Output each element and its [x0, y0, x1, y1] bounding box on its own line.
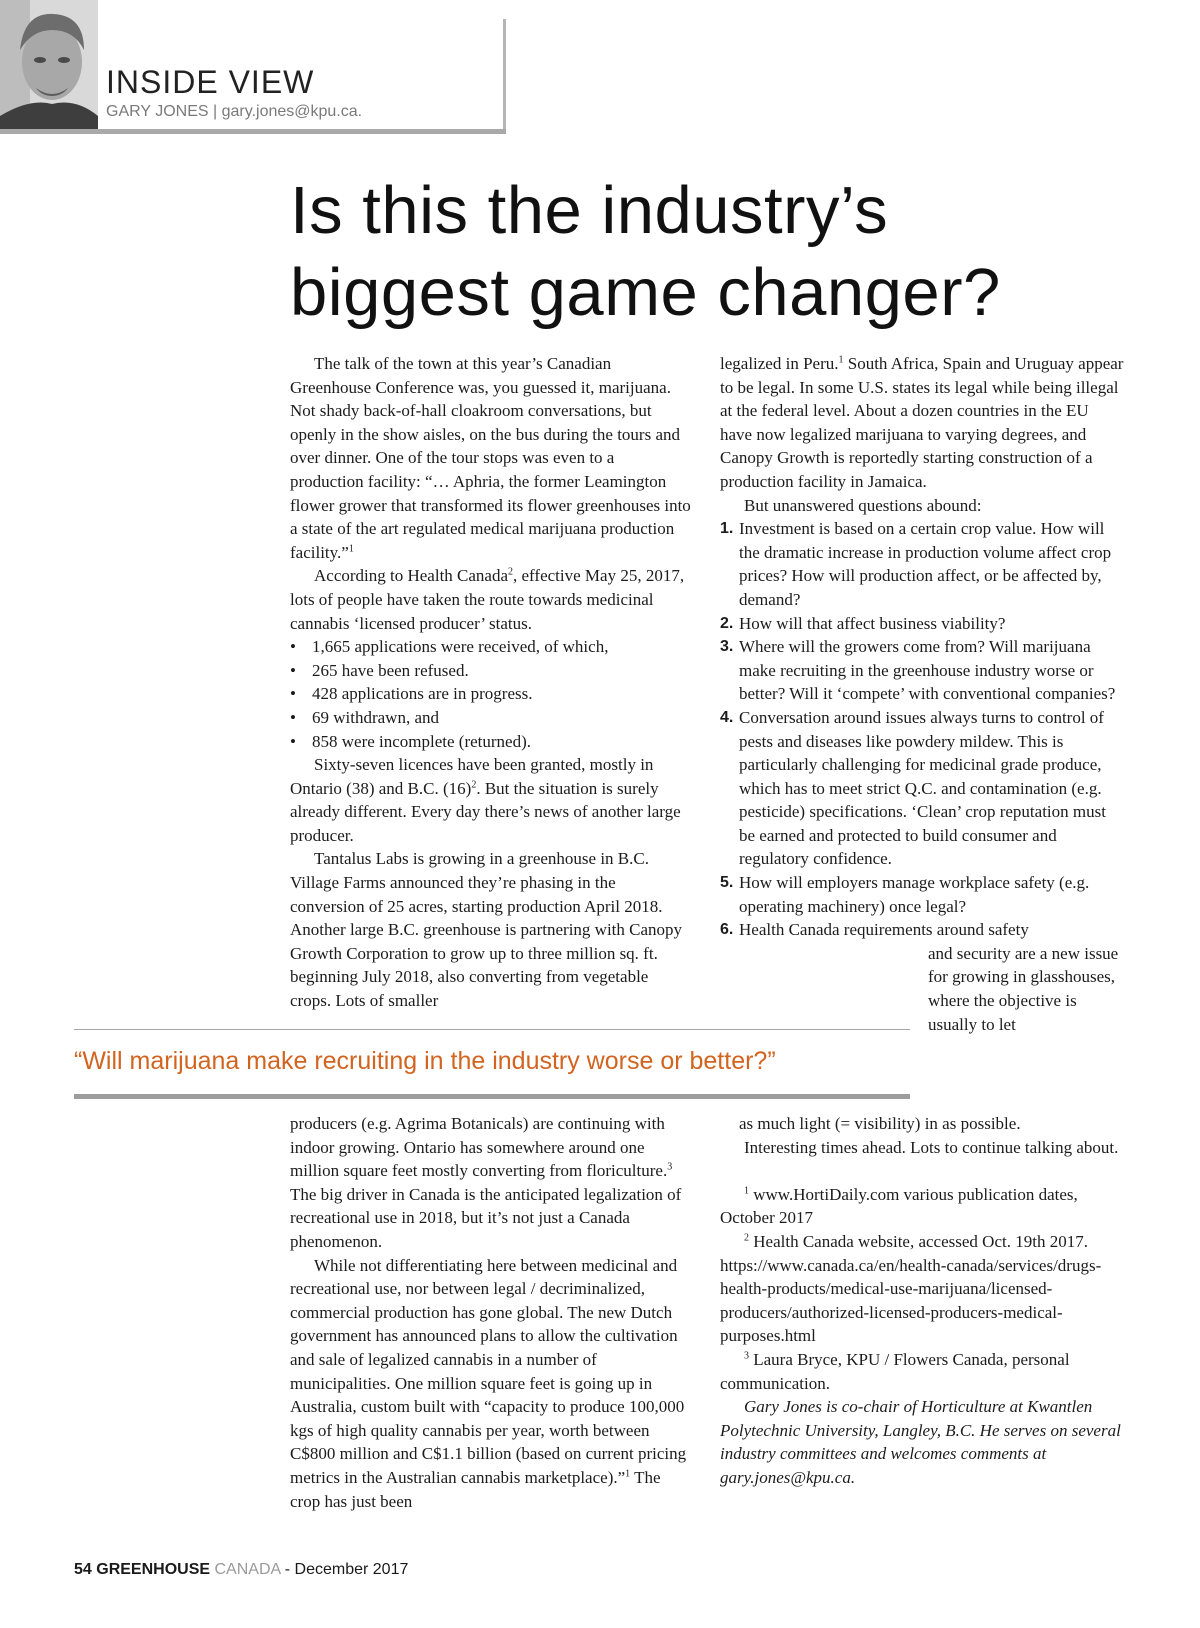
page-number: 54 [74, 1561, 92, 1578]
list-item: 1. Investment is based on a certain crop value. How will the dramatic increase in production volume affect crop prices? How will production affect, or be affected by, demand? [720, 519, 1112, 609]
paragraph: producers (e.g. Agrima Botanicals) are continuing with indoor growing. Ontario has somewhere around one million square feet mostly converting from floriculture.$^3$ The big driver in Canada is the anticipated legalization of recreational use in 2018, but it’s not just a Canada phenomenon. [290, 1114, 682, 1251]
footnote: $^1$ www.HortiDaily.com various publication dates, October 2017 [720, 1184, 1078, 1228]
question-6-continued: and security are a new issue for growing in glasshouses, where the objective is usually to let [928, 943, 1119, 1034]
paragraph: The talk of the town at this year’s Canadian Greenhouse Conference was, you guessed it, marijuana. Not shady back-of-hall cloakroom conversations, but openly in the show aisles, on the bus during the tours and over dinner. One of the tour stops was even to a production facility: “… Aphria, the former Leamington flower grower that transformed its flower greenhouses into a state of the art regulated medical marijuana production facility.”$^1$ [290, 354, 691, 562]
footnote: $^3$ Laura Bryce, KPU / Flowers Canada, personal communication. [720, 1349, 1070, 1393]
body-column-right-top [720, 352, 1124, 1036]
paragraph: According to Health Canada$^2$, effective May 25, 2017, lots of people have taken the route towards medicinal cannabis ‘licensed producer’ status. [290, 566, 685, 633]
headline-line-2: biggest game changer? [290, 255, 1001, 330]
footnotes [720, 1183, 1124, 1395]
paragraph: While not differentiating here between medicinal and recreational use, nor between legal / decriminalized, commercial production has gone global. The new Dutch government has announced plans to allow the cultivation and sale of legalized cannabis in a number of municipalities. One million square feet is going up in Australia, custom built with “capacity to produce 100,000 kgs of high quality cannabis per year, worth between C$800 million and C$1.1 billion (based on current pricing metrics in the Australian cannabis marketplace).”$^1$ The crop has just been [290, 1255, 687, 1511]
list-item: • 428 applications are in progress. [290, 682, 692, 706]
list-item: • 1,665 applications were received, of which, [290, 635, 692, 659]
issue-date: December 2017 [294, 1561, 409, 1578]
list-item: • 69 withdrawn, and [290, 706, 692, 730]
list-item: 2. How will that affect business viability? [720, 613, 1006, 633]
header-horizontal-rule [0, 129, 506, 134]
body-column-left-bottom [290, 1112, 692, 1513]
headline-line-1: Is this the industry’s [290, 173, 889, 248]
paragraph: Sixty-seven licences have been granted, mostly in Ontario (38) and B.C. $(16)^2$. But the situation is surely already different. Every day there’s news of another large producer. [290, 755, 681, 845]
footnote: $^2$ Health Canada website, accessed Oct. 19th 2017. https://www.canada.ca/en/health-canada/services/drugs-health-products/medical-use-marijuana/licensed-producers/authorized-licensed-producers-medical-purposes.html [720, 1231, 1102, 1346]
pullquote-rule-top [74, 1029, 910, 1030]
pull-quote: “Will marijuana make recruiting in the industry worse or better?” [74, 1047, 776, 1075]
paragraph: Tantalus Labs is growing in a greenhouse in B.C. Village Farms announced they’re phasing in the conversion of 25 acres, starting production April 2018. Another large B.C. greenhouse is partnering with Canopy Growth Corporation to grow up to three million sq. ft. beginning July 2018, also converting from vegetable crops. Lots of smaller [290, 849, 683, 1011]
body-column-left-top [290, 352, 692, 1013]
questions-list [720, 517, 1124, 942]
paragraph: But unanswered questions abound: [744, 495, 982, 515]
byline [106, 104, 362, 120]
header-vertical-rule [503, 19, 506, 133]
list-item: 5. How will employers manage workplace safety (e.g. operating machinery) once legal? [720, 873, 1090, 916]
closing-paragraph: Interesting times ahead. Lots to continue talking about. [744, 1137, 1119, 1157]
publication-name-bold: GREENHOUSE [96, 1561, 211, 1578]
column-name: INSIDE VIEW [106, 64, 315, 100]
pullquote-rule-bottom [74, 1094, 910, 1099]
list-item: 6. Health Canada requirements around safety [720, 920, 1029, 940]
statistics-list [290, 635, 692, 753]
headline [290, 170, 1170, 334]
question-6-end: as much light (= visibility) in as possible. [739, 1114, 1021, 1133]
author-name: GARY JONES [106, 103, 209, 120]
list-item: • 858 were incomplete (returned). [290, 730, 692, 754]
publication-name-light: CANADA [214, 1561, 281, 1578]
list-item: • 265 have been refused. [290, 659, 692, 683]
footer-dash: - [284, 1561, 291, 1578]
list-item: 3. Where will the growers come from? Will marijuana make recruiting in the greenhouse industry worse or better? Will it ‘compete’ with conventional companies? [720, 637, 1116, 704]
byline-separator: | [213, 103, 218, 120]
paragraph: legalized in Peru.$^1$ South Africa, Spain and Uruguay appear to be legal. In some U.S. states its legal while being illegal at the federal level. About a dozen countries in the EU have now legalized marijuana to varying degrees, and Canopy Growth is reportedly starting construction of a production facility in Jamaica. [720, 354, 1124, 491]
list-item: 4. Conversation around issues always turns to control of pests and diseases like powdery mildew. This is particularly challenging for medicinal grade produce, which has to meet strict Q.C. and contamination (e.g. pesticide) specifications. ‘Clean’ crop reputation must be earned and protected to build consumer and regulatory confidence. [720, 707, 1106, 869]
author-bio: Gary Jones is co-chair of Horticulture at Kwantlen Polytechnic University, Langley, B.C. He serves on several industry committees and welcomes comments at gary.jones@kpu.ca. [720, 1397, 1121, 1487]
author-email: gary.jones@kpu.ca. [221, 103, 363, 120]
body-column-right-bottom [720, 1112, 1124, 1490]
page-footer [74, 1562, 408, 1578]
author-photo [0, 0, 98, 134]
